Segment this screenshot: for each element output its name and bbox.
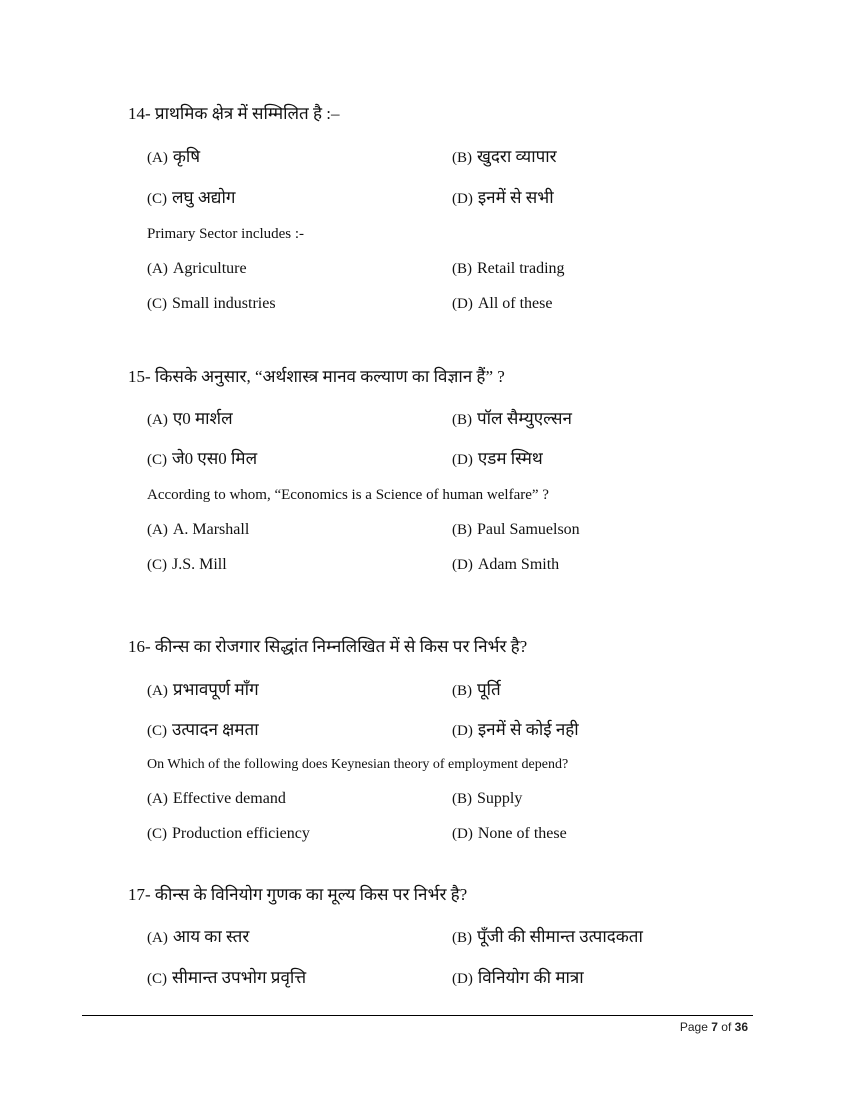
option-text: Production efficiency [172,825,310,842]
option-key: (A) [147,791,168,807]
page-of: of [721,1020,732,1034]
q16-option-c-hindi [147,717,259,740]
q15-option-c-english [147,556,227,574]
q14-option-a-hindi [147,144,200,167]
q15-option-c-hindi [147,446,257,469]
option-text: सीमान्त उपभोग प्रवृत्ति [172,968,307,987]
option-key: (C) [147,826,167,842]
footer-divider [82,1015,753,1016]
option-key: (D) [452,826,473,842]
question-16-title-english: On Which of the following does Keynesian theory of employment depend? [147,757,569,772]
option-text: None of these [477,825,567,842]
option-text: इनमें से सभी [477,188,554,207]
option-text: Supply [477,790,523,807]
option-key: (A) [147,412,168,428]
option-text: एडम स्मिथ [477,449,543,468]
question-17-title-hindi: 17- कीन्स के विनियोग गुणक का मूल्य किस पर निर्भर है? [128,885,468,904]
option-key: (B) [452,150,472,166]
option-key: (B) [452,791,472,807]
q17-option-b-hindi [452,924,643,947]
option-key: (B) [452,522,472,538]
question-15-title-hindi: 15- किसके अनुसार, “अर्थशास्त्र मानव कल्याण का विज्ञान हैं” ? [128,367,505,386]
q14-option-b-hindi [452,144,557,167]
option-text: पूँजी की सीमान्त उत्पादकता [477,927,643,946]
option-key: (B) [452,261,472,277]
option-text: पॉल सैम्युएल्सन [477,409,572,428]
q16-option-a-english [147,790,286,808]
option-key: (D) [452,191,473,207]
q17-option-c-hindi [147,965,306,988]
option-text: खुदरा व्यापार [477,147,557,166]
option-key: (D) [452,557,473,573]
option-text: कृषि [172,147,201,166]
question-14-title-hindi: 14- प्राथमिक क्षेत्र में सम्मिलित है :– [128,104,340,123]
q15-option-d-hindi [452,446,543,469]
q14-option-c-hindi [147,185,236,208]
option-text: प्रभावपूर्ण माँग [172,680,259,699]
option-key: (A) [147,930,168,946]
q16-option-d-hindi [452,717,579,740]
option-key: (B) [452,930,472,946]
option-text: J.S. Mill [172,556,227,573]
option-key: (A) [147,261,168,277]
page-label: Page [679,1020,708,1034]
q14-option-d-english [452,295,552,313]
q16-option-a-hindi [147,677,259,700]
page-total: 36 [734,1020,748,1034]
option-key: (D) [452,723,473,739]
option-text: Agriculture [172,260,247,277]
question-16-title-hindi: 16- कीन्स का रोजगार सिद्धांत निम्नलिखित में से किस पर निर्भर है? [128,637,528,656]
option-text: पूर्ति [477,680,501,699]
option-key: (D) [452,971,473,987]
q14-option-c-english [147,295,276,313]
option-text: विनियोग की मात्रा [477,968,584,987]
option-text: उत्पादन क्षमता [172,720,259,739]
option-key: (C) [147,557,167,573]
q15-option-b-hindi [452,406,572,429]
option-text: Adam Smith [477,556,560,573]
option-key: (B) [452,683,472,699]
q15-option-a-english [147,521,249,539]
q17-option-d-hindi [452,965,584,988]
q14-option-a-english [147,260,247,278]
option-text: A. Marshall [172,521,250,538]
q16-option-b-hindi [452,677,501,700]
option-text: इनमें से कोई नही [477,720,579,739]
option-text: आय का स्तर [172,927,250,946]
q15-option-b-english [452,521,580,539]
option-key: (A) [147,522,168,538]
q16-option-d-english [452,825,567,843]
page-current: 7 [711,1020,718,1034]
option-key: (B) [452,412,472,428]
option-key: (A) [147,150,168,166]
option-text: Paul Samuelson [477,521,580,538]
option-text: Retail trading [477,260,565,277]
question-15-title-english: According to whom, “Economics is a Science of human welfare” ? [147,487,549,503]
q15-option-d-english [452,556,559,574]
option-text: जे0 एस0 मिल [172,449,258,468]
option-key: (C) [147,971,167,987]
option-text: All of these [477,295,553,312]
option-key: (A) [147,683,168,699]
option-text: ए0 मार्शल [172,409,233,428]
q17-option-a-hindi [147,924,249,947]
option-text: लघु अद्योग [172,188,236,207]
option-key: (C) [147,191,167,207]
option-key: (D) [452,296,473,312]
option-key: (C) [147,296,167,312]
option-key: (D) [452,452,473,468]
option-key: (C) [147,452,167,468]
option-text: Small industries [172,295,276,312]
option-text: Effective demand [172,790,286,807]
question-14-title-english: Primary Sector includes :- [147,226,305,242]
q14-option-b-english [452,260,565,278]
page-number [680,1020,748,1034]
option-key: (C) [147,723,167,739]
q16-option-c-english [147,825,310,843]
q16-option-b-english [452,790,522,808]
q15-option-a-hindi [147,406,233,429]
q14-option-d-hindi [452,185,554,208]
